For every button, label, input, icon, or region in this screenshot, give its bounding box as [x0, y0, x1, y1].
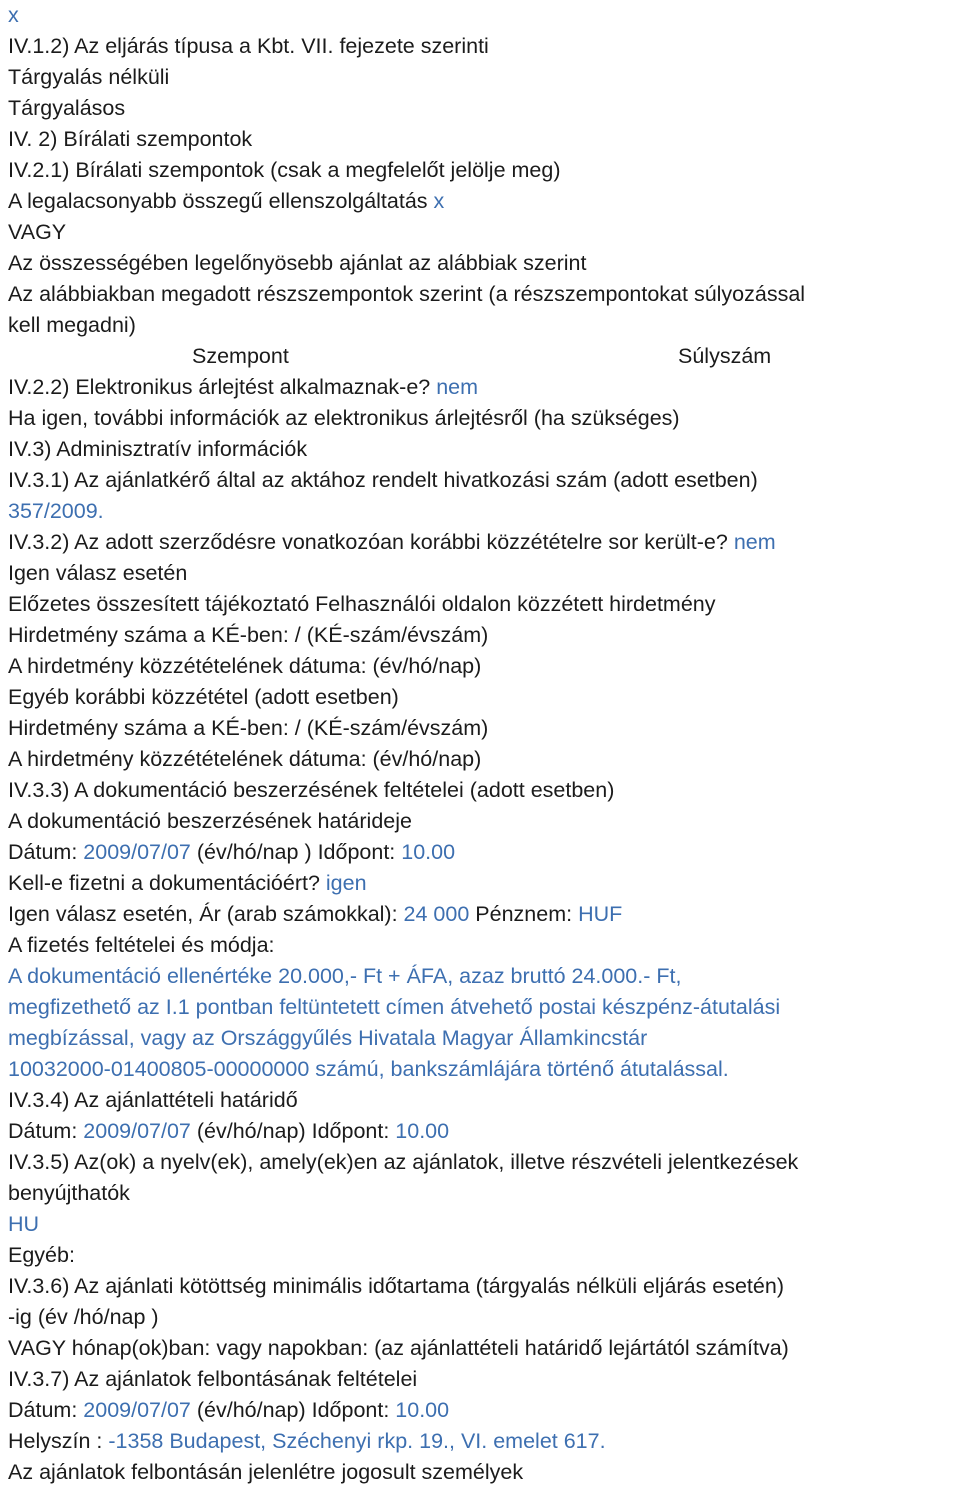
text-line: Az összességében legelőnyösebb ajánlat az alábbiak szerint — [8, 251, 587, 275]
text-line — [8, 372, 960, 403]
label: (év/hó/nap) Időpont: — [190, 1398, 396, 1422]
column-header-weight: Súlyszám — [678, 344, 772, 368]
time-value: 10.00 — [395, 1119, 450, 1143]
label: (év/hó/nap ) Időpont: — [190, 840, 402, 864]
payment-terms: 10032000-01400805-00000000 számú, bankszámlájára történő átutalással. — [8, 1057, 729, 1081]
label: Dátum: — [8, 1119, 84, 1143]
payment-terms: megbízással, vagy az Országgyűlés Hivatala Magyar Államkincstár — [8, 1026, 648, 1050]
text-line: Tárgyalás nélküli — [8, 65, 170, 89]
time-value: 10.00 — [395, 1398, 450, 1422]
text-line: Az alábbiakban megadott részszempontok szerint (a részszempontokat súlyozással — [8, 282, 806, 306]
reference-number: 357/2009. — [8, 499, 104, 523]
text-line — [8, 527, 960, 558]
price-value: 24 000 — [403, 902, 470, 926]
column-header-criterion: Szempont — [192, 344, 289, 368]
text-line: Az ajánlatok felbontásán jelenlétre jogosult személyek — [8, 1460, 524, 1484]
section-heading: IV.3) Adminisztratív információk — [8, 437, 308, 461]
text-line: Ha igen, további információk az elektronikus árlejtésről (ha szükséges) — [8, 406, 680, 430]
payment-terms: A dokumentáció ellenértéke 20.000,- Ft + ÁFA, azaz bruttó 24.000.- Ft, — [8, 964, 682, 988]
text-line: kell megadni) — [8, 313, 136, 337]
date-line — [8, 1116, 960, 1147]
text-line: benyújthatók — [8, 1181, 130, 1205]
checkbox-mark: x — [8, 3, 19, 27]
label: A legalacsonyabb összegű ellenszolgáltatás — [8, 189, 434, 213]
date-value: 2009/07/07 — [83, 1119, 191, 1143]
text-line — [8, 186, 960, 217]
value: nem — [436, 375, 479, 399]
text-line: Igen válasz esetén — [8, 561, 188, 585]
currency-value: HUF — [578, 902, 623, 926]
text-line: A hirdetmény közzétételének dátuma: (év/hó/nap) — [8, 654, 482, 678]
time-value: 10.00 — [401, 840, 456, 864]
payment-terms: megfizethető az I.1 pontban feltüntetett címen átvehető postai készpénz-átutalási — [8, 995, 781, 1019]
section-heading: IV.3.5) Az(ok) a nyelv(ek), amely(ek)en az ajánlatok, illetve részvételi jelentkezések — [8, 1150, 799, 1174]
text-line: VAGY — [8, 220, 67, 244]
text-line: A dokumentáció beszerzésének határideje — [8, 809, 412, 833]
label: Kell-e fizetni a dokumentációért? — [8, 871, 326, 895]
text-line: A hirdetmény közzétételének dátuma: (év/hó/nap) — [8, 747, 482, 771]
date-value: 2009/07/07 — [83, 1398, 191, 1422]
text-line: Előzetes összesített tájékoztató Felhasználói oldalon közzétett hirdetmény — [8, 592, 716, 616]
section-heading: IV.3.7) Az ajánlatok felbontásának feltételei — [8, 1367, 418, 1391]
text-line: Egyéb: — [8, 1243, 75, 1267]
section-heading: IV.1.2) Az eljárás típusa a Kbt. VII. fejezete szerinti — [8, 34, 489, 58]
criteria-table-header — [8, 341, 960, 372]
date-value: 2009/07/07 — [83, 840, 191, 864]
location-line — [8, 1426, 960, 1457]
label: (év/hó/nap) Időpont: — [190, 1119, 396, 1143]
section-heading: IV.3.3) A dokumentáció beszerzésének feltételei (adott esetben) — [8, 778, 615, 802]
text-line — [8, 868, 960, 899]
date-line — [8, 837, 960, 868]
label: IV.2.2) Elektronikus árlejtést alkalmaznak-e? — [8, 375, 437, 399]
label: Dátum: — [8, 840, 84, 864]
text-line: Hirdetmény száma a KÉ-ben: / (KÉ-szám/évszám) — [8, 716, 489, 740]
text-line: VAGY hónap(ok)ban: vagy napokban: (az ajánlattételi határidő lejártától számítva) — [8, 1336, 789, 1360]
value: x — [433, 189, 445, 213]
section-heading: IV.3.4) Az ajánlattételi határidő — [8, 1088, 298, 1112]
value: igen — [325, 871, 367, 895]
label: Helyszín : — [8, 1429, 109, 1453]
value: nem — [733, 530, 776, 554]
date-line — [8, 1395, 960, 1426]
language-value: HU — [8, 1212, 40, 1236]
section-heading: IV.2.1) Bírálati szempontok (csak a megfelelőt jelölje meg) — [8, 158, 561, 182]
label: Igen válasz esetén, Ár (arab számokkal): — [8, 902, 404, 926]
text-line: A fizetés feltételei és módja: — [8, 933, 275, 957]
section-heading: IV.3.6) Az ajánlati kötöttség minimális időtartama (tárgyalás nélküli eljárás esetén) — [8, 1274, 784, 1298]
label: Dátum: — [8, 1398, 84, 1422]
label: IV.3.2) Az adott szerződésre vonatkozóan korábbi közzétételre sor került-e? — [8, 530, 734, 554]
text-line: Tárgyalásos — [8, 96, 126, 120]
text-line: -ig (év /hó/nap ) — [8, 1305, 159, 1329]
section-heading: IV.3.1) Az ajánlatkérő által az aktához rendelt hivatkozási szám (adott esetben) — [8, 468, 758, 492]
location-value: -1358 Budapest, Széchenyi rkp. 19., VI. emelet 617. — [108, 1429, 606, 1453]
price-line — [8, 899, 960, 930]
text-line: Egyéb korábbi közzététel (adott esetben) — [8, 685, 399, 709]
label: Pénznem: — [469, 902, 579, 926]
text-line: Hirdetmény száma a KÉ-ben: / (KÉ-szám/évszám) — [8, 623, 489, 647]
section-heading: IV. 2) Bírálati szempontok — [8, 127, 253, 151]
